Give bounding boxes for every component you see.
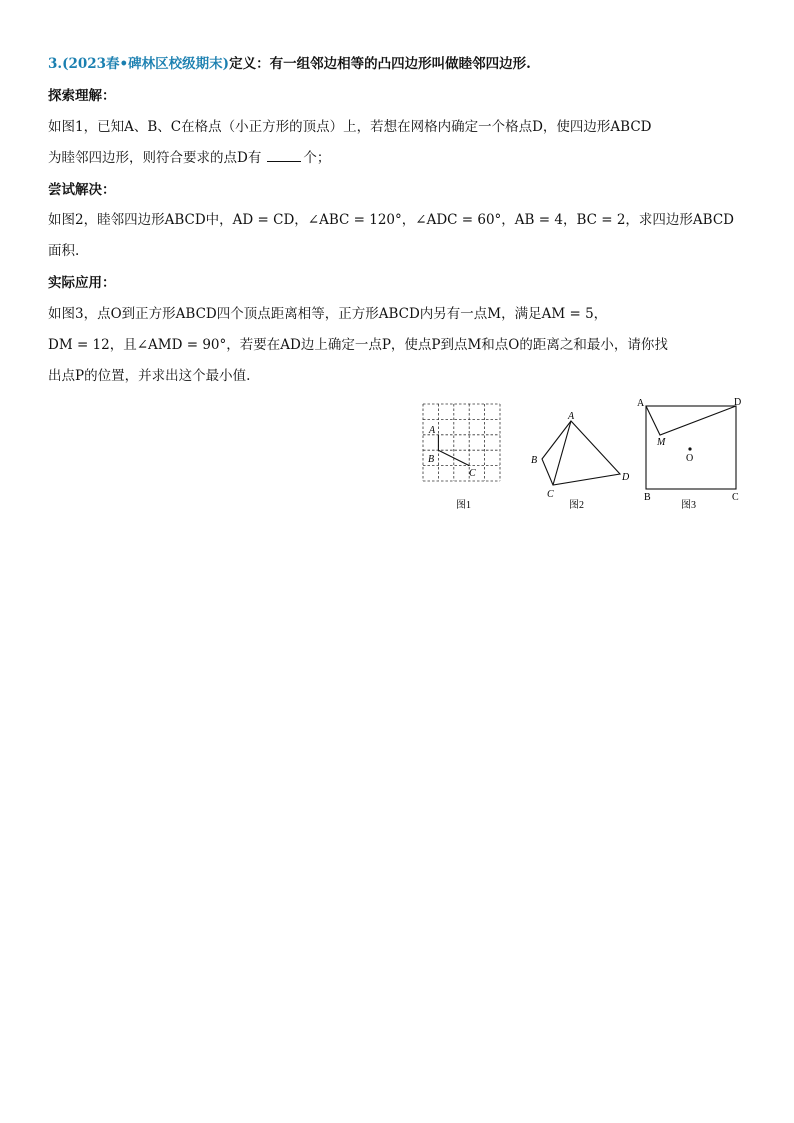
section1-line2 [48, 148, 748, 168]
problem-definition: 定义：有一组邻边相等的凸四边形叫做睦邻四边形. [229, 56, 531, 72]
section1-line2-text: 为睦邻四边形，则符合要求的点D有 [48, 150, 262, 166]
section2-line1: 如图2，睦邻四边形ABCD中，AD = CD，∠ABC = 120°，∠ADC = 60°，AB = 4，BC = 2，求四边形ABCD [48, 212, 735, 228]
answer-blank [267, 148, 301, 162]
problem-number: 3. [48, 56, 63, 72]
section3-line1: 如图3，点O到正方形ABCD四个顶点距离相等，正方形ABCD内另有一点M，满足AM = 5， [48, 306, 608, 322]
section2-line2: 面积. [48, 243, 80, 259]
fig3-label-c: C [732, 492, 739, 503]
fig2-caption: 图2 [569, 500, 584, 511]
grid-lines [423, 404, 500, 481]
figure-3 [633, 392, 748, 514]
figure-1 [418, 400, 508, 515]
section1-line2-end: 个； [303, 150, 331, 166]
section3-line3: 出点P的位置，并求出这个最小值. [48, 368, 251, 384]
fig1-label-a: A [429, 425, 436, 436]
fig1-label-c: C [469, 468, 476, 479]
fig3-label-d: D [734, 397, 742, 408]
fig2-label-c: C [547, 489, 554, 500]
fig1-caption: 图1 [456, 500, 471, 511]
fig2-label-a: A [568, 411, 575, 422]
section3-line2: DM = 12，且∠AMD = 90°，若要在AD边上确定一点P，使点P到点M和点O的距离之和最小，请你找 [48, 337, 668, 353]
fig3-label-m: M [657, 437, 666, 448]
problem-header [48, 54, 748, 74]
section1-heading: 探索理解： [48, 88, 116, 104]
section3-heading: 实际应用： [48, 275, 116, 291]
quadrilateral-abcd [542, 421, 620, 485]
section1-line1: 如图1，已知A、B、C在格点（小正方形的顶点）上，若想在网格内确定一个格点D，使四边形ABCD [48, 119, 652, 135]
problem-source: (2023春•碑林区校级期末) [62, 56, 230, 72]
fig2-label-b: B [531, 455, 538, 466]
fig1-label-b: B [428, 454, 435, 465]
fig3-label-a: A [637, 398, 645, 409]
point-o [688, 447, 691, 450]
fig3-label-o: O [686, 453, 694, 464]
figure-2 [525, 405, 635, 515]
section2-heading: 尝试解决： [48, 182, 116, 198]
fig2-label-d: D [622, 472, 630, 483]
fig3-caption: 图3 [681, 500, 696, 511]
fig3-label-b: B [644, 492, 651, 503]
